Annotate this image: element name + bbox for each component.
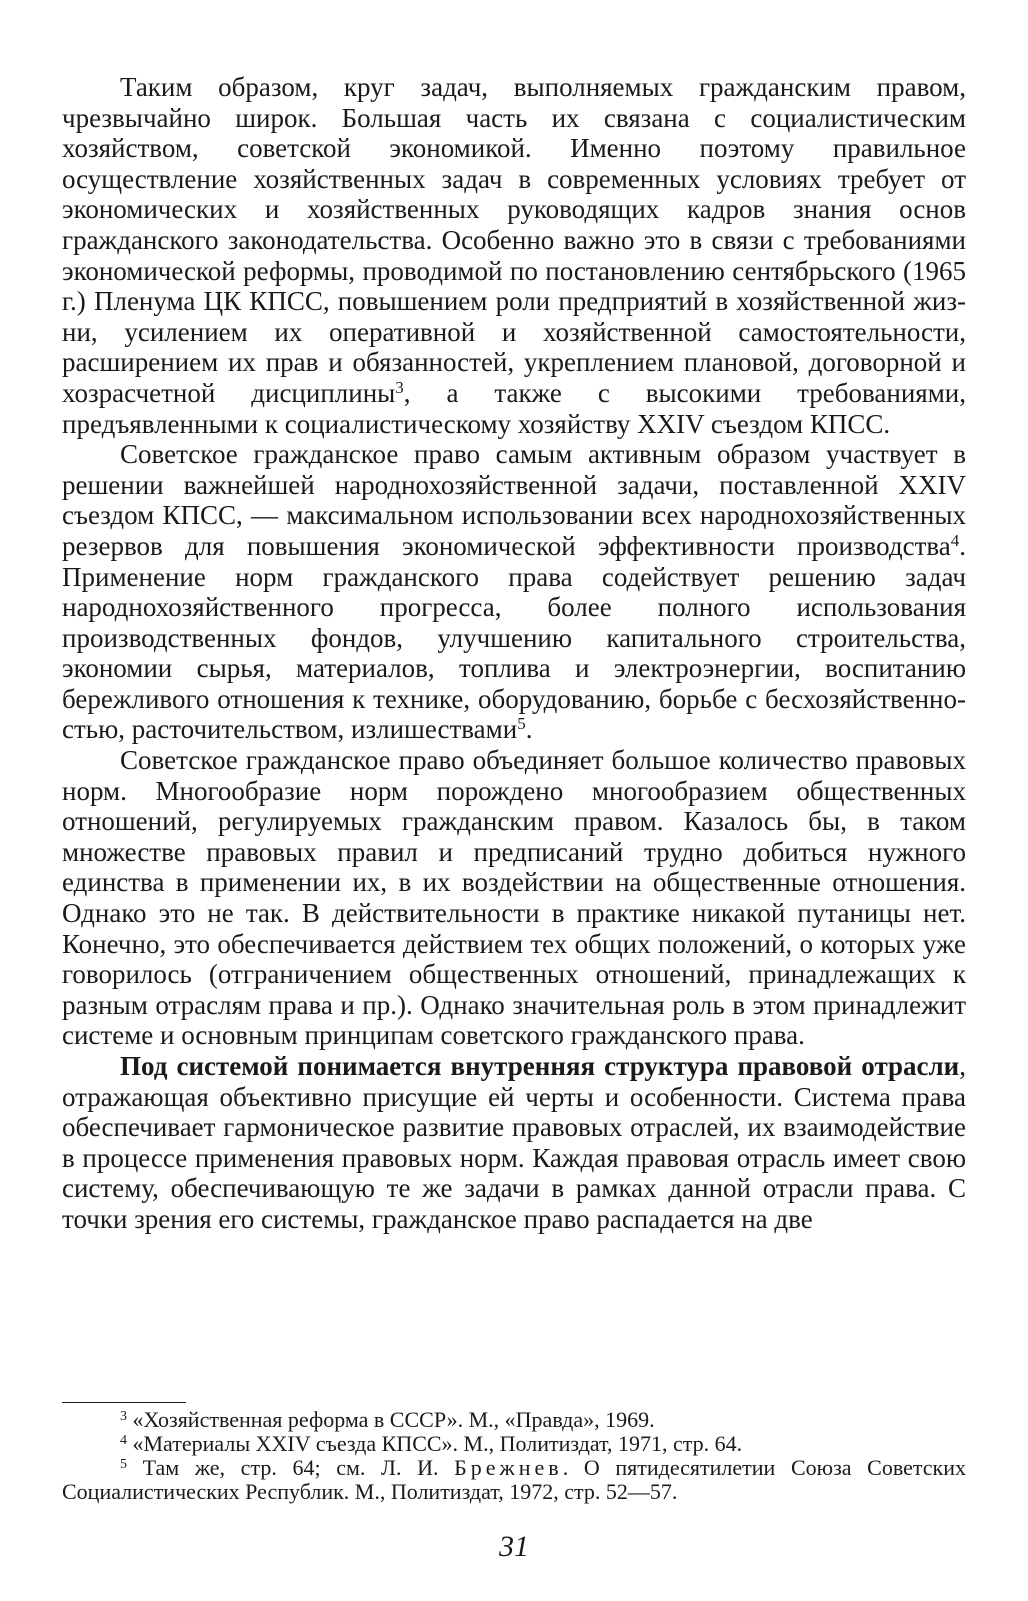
paragraph: Советское гражданское право объединяет большое количество правовых норм. Многообразие норм порождено многообразием общественных отношений, регулируемых гражданским правом. Казалось бы, в таком множестве правовых правил и предписаний трудно добиться нужного единства в применении их, в их воздействии на общественные отношения. Однако это не так. В действительности в практике никакой путаницы нет. Конечно, это обеспечивается действием тех общих положений, о которых уже говорилось (отграничением общественных отношений, принадлежащих к разным отраслям права и пр.). Однако значительная роль в этом принадлежит системе и основным принципам советского гражданского права. — [62, 745, 966, 1051]
paragraph: Таким образом, круг задач, выполняемых гражданским правом, чрезвычайно широк. Большая часть их связана с социалистическим хозяйством, советской экономикой. Именно поэтому правильное осуществление хозяйственных задач в современных условиях требует от экономических и хозяйственных руководящих кадров знания основ гражданского законодательства. Особенно важно это в связи с требованиями экономической реформы, проводимой по постановлению сентябрьского (1965 г.) Пленума ЦК КПСС, повышением роли предприятий в хозяйственной жизни, усилением их оперативной и хозяйственной самостоятельности, расширением их прав и обязанностей, укреплением плановой, договорной и хозрасчетной дисциплины$^3$, а также с высокими требованиями, предъявленными к социалистическому хозяйству XXIV съездом КПСС. — [62, 72, 966, 439]
definition-term: Под системой понимается внутренняя структура правовой отрасли — [120, 1051, 960, 1081]
paragraph: Под системой понимается внутренняя структура правовой отрасли, отражающая объективно присущие ей черты и особенности. Система права обеспечивает гармоническое развитие правовых отраслей, их взаимодействие в процессе применения правовых норм. Каждая правовая отрасль имеет свою систему, обеспечивающую те же задачи в рамках данной отрасли права. С точки зрения его системы, гражданское право распадается на две — [62, 1051, 966, 1234]
footnote: $^5$ Там же, стр. 64; см. Л. И. Брежнев. О пятидесятилетии Союза Советских Социалистических Республик. М., Политиздат, 1972, стр. 52—57. — [62, 1455, 966, 1504]
footnote: $^4$ «Материалы XXIV съезда КПСС». М., Политиздат, 1971, стр. 64. — [120, 1431, 743, 1456]
paragraph: Советское гражданское право самым активным образом участвует в решении важнейшей народнохозяйственной задачи, поставленной XXIV съездом КПСС, — максимальном использовании всех народнохозяйственных резервов для повышения экономической эффективности производства$^4$. Применение норм гражданского права содействует решению задач народнохозяйственного прогресса, более полного использования производственных фондов, улучшению капитального строительства, экономии сырья, материалов, топлива и электроэнергии, воспитанию бережливого отношения к технике, оборудованию, борьбе с бесхозяйственностью, расточительством, излишествами$^5$. — [62, 439, 966, 745]
footnote-ref: 3 — [395, 377, 404, 397]
page-number: 31 — [499, 1530, 529, 1563]
footnote-ref: 5 — [517, 714, 526, 734]
author-name: Брежнев — [454, 1455, 563, 1480]
footnote-divider — [62, 1402, 186, 1403]
footnote: $^3$ «Хозяйственная реформа в СССР». М., «Правда», 1969. — [120, 1407, 655, 1432]
main-text — [62, 72, 966, 1235]
footnotes — [62, 1408, 966, 1504]
footnote-ref: 4 — [950, 530, 960, 550]
